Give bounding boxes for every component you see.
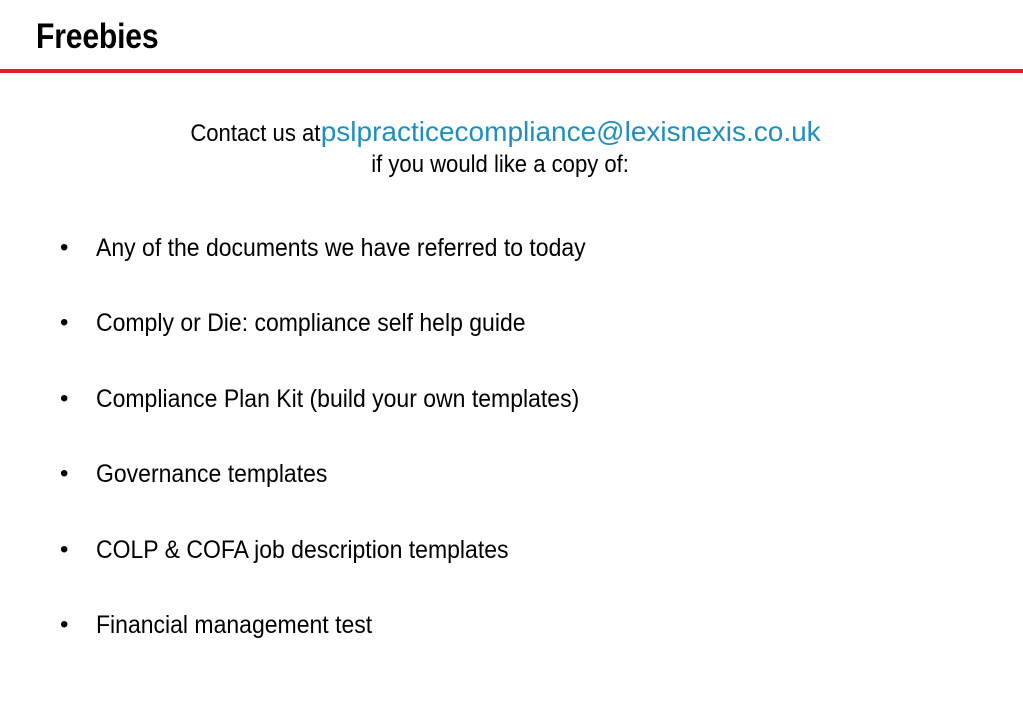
- bullet-icon: •: [60, 309, 69, 337]
- bullet-icon: •: [60, 234, 69, 261]
- slide-title: Freebies: [36, 17, 159, 56]
- list-item-label: Financial management test: [96, 610, 373, 639]
- contact-block: [0, 112, 1000, 182]
- bullet-icon: •: [60, 384, 69, 412]
- contact-email-link[interactable]: pslpracticecompliance@lexisnexis.co.uk: [320, 116, 821, 147]
- contact-suffix: if you would like a copy of:: [371, 151, 629, 178]
- list-item-label: COLP & COFA job description templates: [96, 535, 509, 564]
- list-item-label: Governance templates: [96, 460, 328, 489]
- list-item-label: Compliance Plan Kit (build your own templates): [96, 384, 580, 413]
- list-item-label: Comply or Die: compliance self help guide: [96, 309, 526, 338]
- bullet-icon: •: [60, 460, 69, 488]
- list-item-label: Any of the documents we have referred to today: [96, 234, 586, 262]
- bullet-icon: •: [60, 535, 69, 563]
- contact-prefix: Contact us at: [190, 120, 321, 147]
- title-divider: [0, 69, 1023, 73]
- bullet-icon: •: [60, 610, 69, 638]
